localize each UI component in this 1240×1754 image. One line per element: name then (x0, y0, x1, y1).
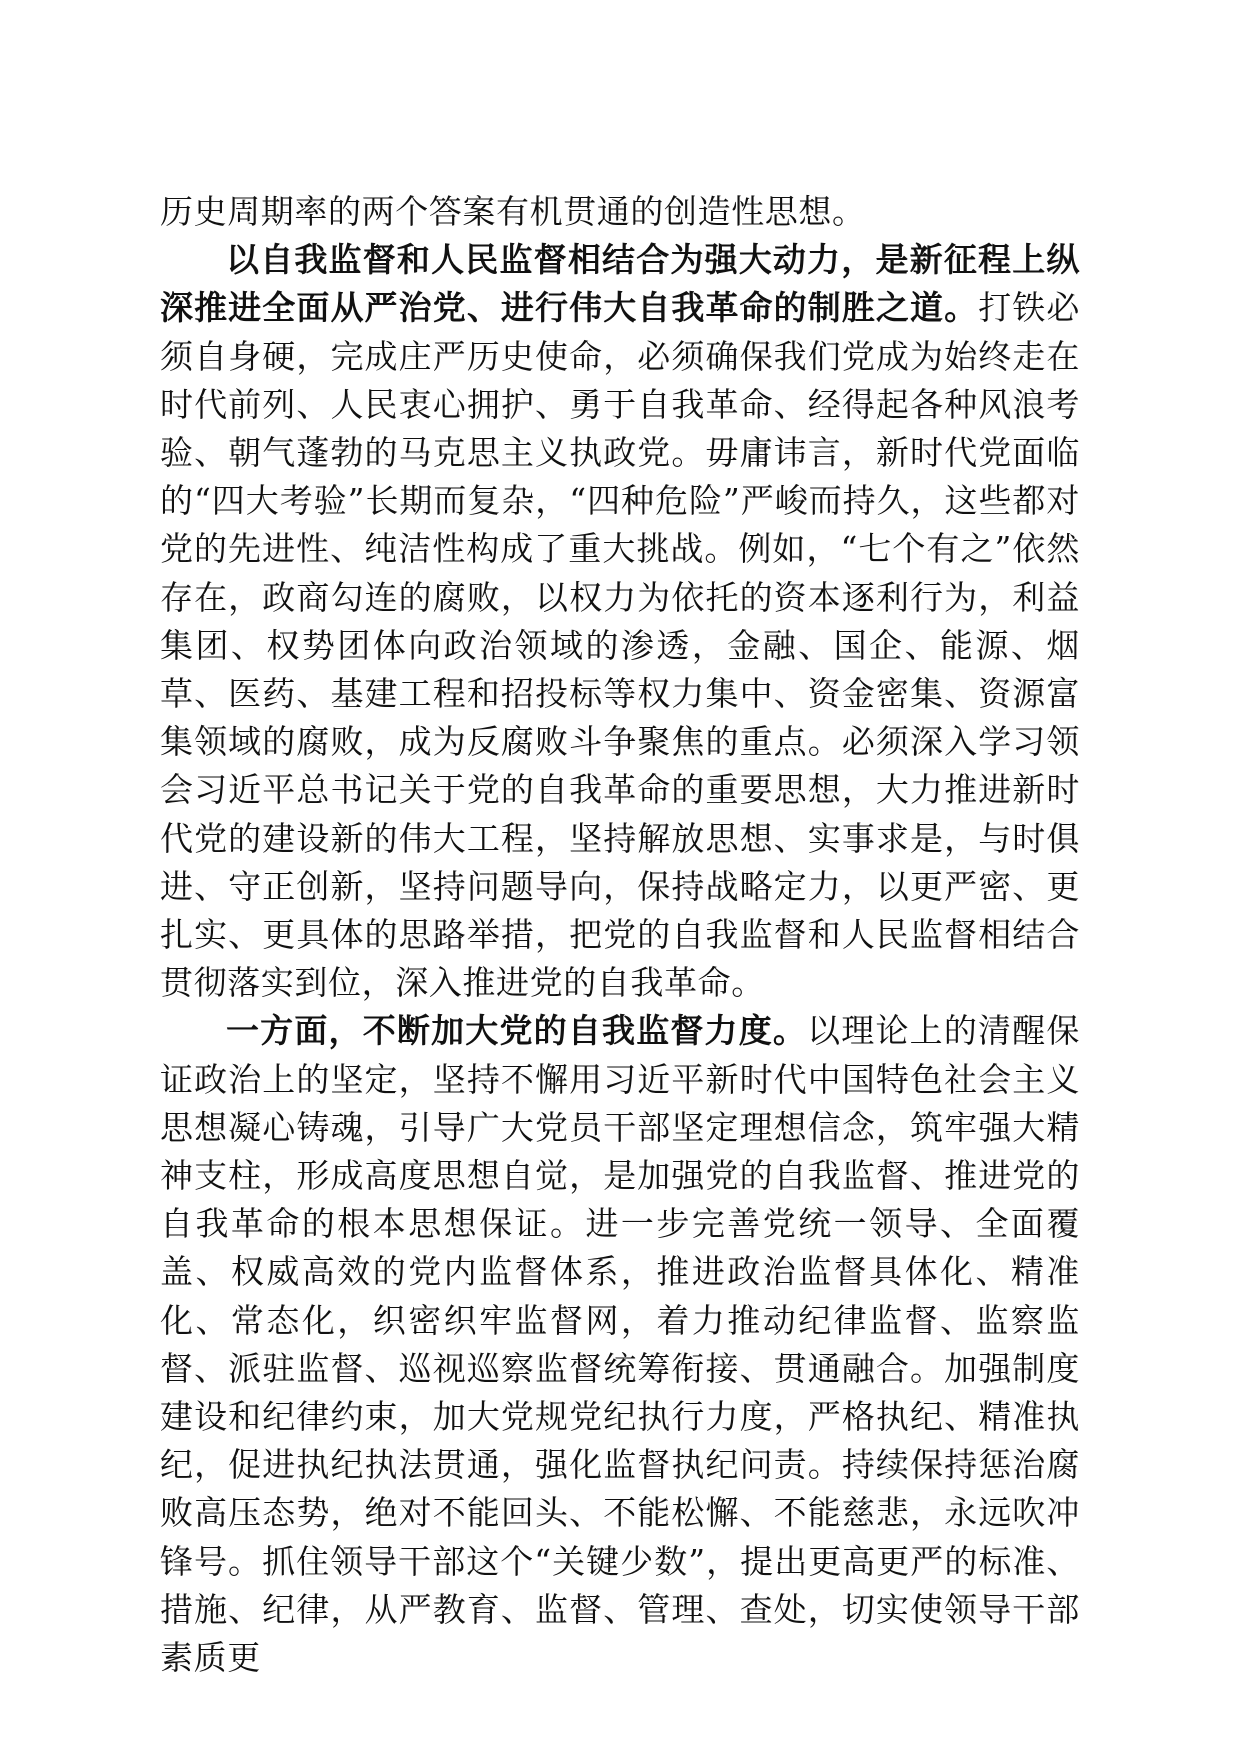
paragraph-lead-heading: 一方面，不断加大党的自我监督力度。 (226, 1011, 808, 1051)
paragraph-self-supervision (160, 1007, 1080, 1682)
document-page (160, 188, 1080, 1682)
paragraph-body: 以理论上的清醒保证政治上的坚定，坚持不懈用习近平新时代中国特色社会主义思想凝心铸魂，引导广大党员干部坚定理想信念，筑牢强大精神支柱，形成高度思想自觉，是加强党的自我监督、推进党的自我革命的根本思想保证。进一步完善党统一领导、全面覆盖、权威高效的党内监督体系，推进政治监督具体化、精准化、常态化，织密织牢监督网，着力推动纪律监督、监察监督、派驻监督、巡视巡察监督统筹衔接、贯通融合。加强制度建设和纪律约束，加大党规党纪执行力度，严格执纪、精准执纪，促进执纪执法贯通，强化监督执纪问责。持续保持惩治腐败高压态势，绝对不能回头、不能松懈、不能慈悲，永远吹冲锋号。抓住领导干部这个“关键少数”，提出更高更严的标准、措施、纪律，从严教育、监督、管理、查处，切实使领导干部素质更 (160, 1011, 1080, 1678)
paragraph-body: 打铁必须自身硬，完成庄严历史使命，必须确保我们党成为始终走在时代前列、人民衷心拥护、勇于自我革命、经得起各种风浪考验、朝气蓬勃的马克思主义执政党。毋庸讳言，新时代党面临的“四大考验”长期而复杂，“四种危险”严峻而持久，这些都对党的先进性、纯洁性构成了重大挑战。例如，“七个有之”依然存在，政商勾连的腐败，以权力为依托的资本逐利行为，利益集团、权势团体向政治领域的渗透，金融、国企、能源、烟草、医药、基建工程和招投标等权力集中、资金密集、资源富集领域的腐败，成为反腐败斗争聚焦的重点。必须深入学习领会习近平总书记关于党的自我革命的重要思想，大力推进新时代党的建设新的伟大工程，坚持解放思想、实事求是，与时俱进、守正创新，坚持问题导向，保持战略定力，以更严密、更扎实、更具体的思路举措，把党的自我监督和人民监督相结合贯彻落实到位，深入推进党的自我革命。 (160, 288, 1080, 1003)
paragraph-continuation (160, 188, 1080, 236)
paragraph-lead-heading: 以自我监督和人民监督相结合为强大动力，是新征程上纵深推进全面从严治党、进行伟大自我革命的制胜之道。 (160, 240, 1080, 328)
paragraph-body: 历史周期率的两个答案有机贯通的创造性思想。 (160, 192, 866, 231)
paragraph-self-and-people-supervision (160, 236, 1080, 1007)
